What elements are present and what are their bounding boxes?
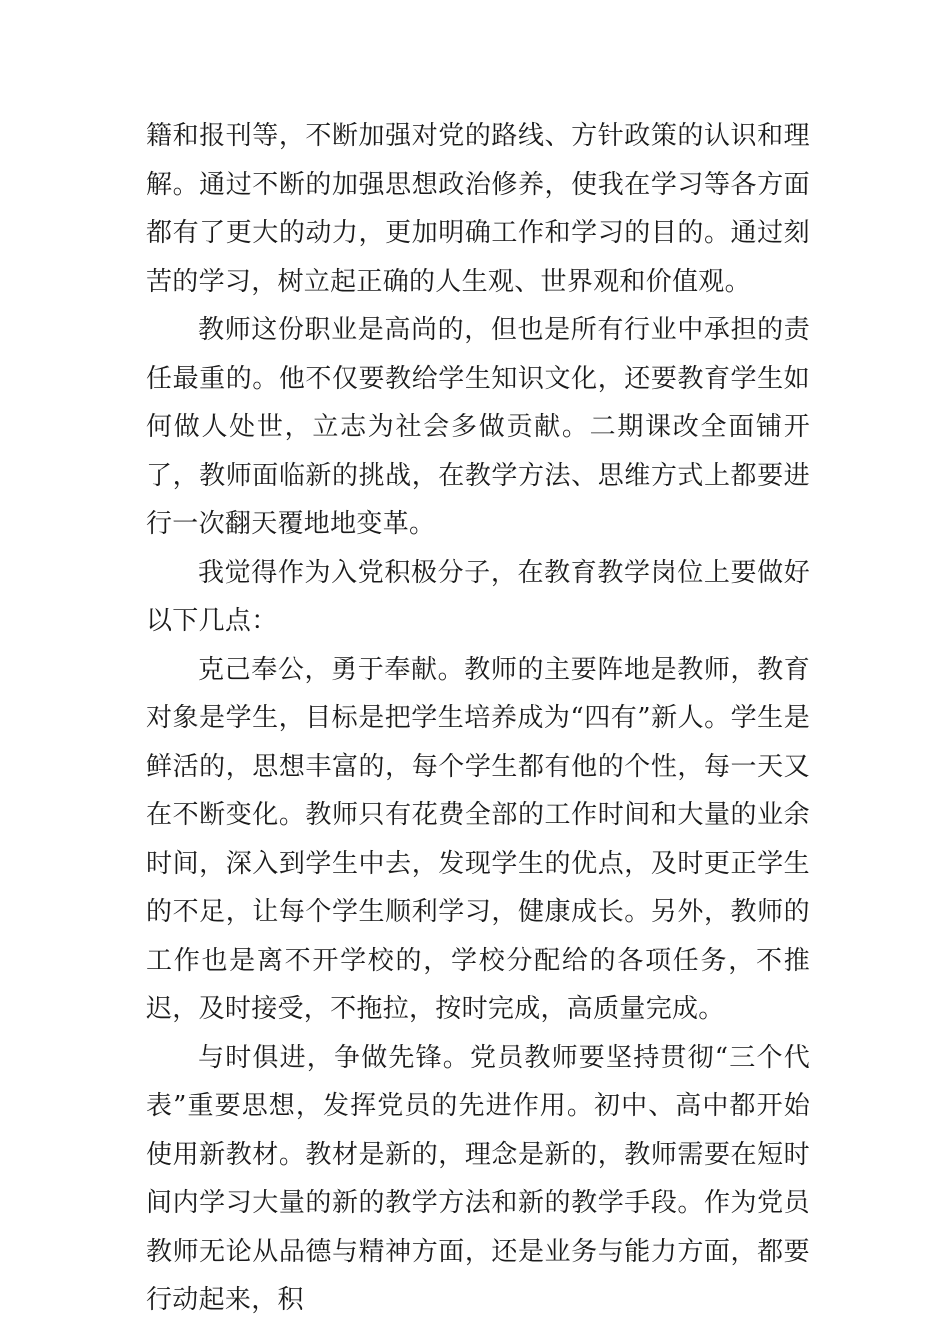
paragraph-dedication: 克己奉公，勇于奉献。教师的主要阵地是教师，教育对象是学生，目标是把学生培养成为“四有”新人。学生是鲜活的，思想丰富的，每个学生都有他的个性，每一天又在不断变化。教师只有花费全部的工作时间和大量的业余时间，深入到学生中去，发现学生的优点，及时更正学生的不足，让每个学生顺利学习，健康成长。另外，教师的工作也是离不开学校的，学校分配给的各项任务，不推迟，及时接受，不拖拉，按时完成，高质量完成。 [146,654,810,1024]
paragraph-continued: 籍和报刊等，不断加强对党的路线、方针政策的认识和理解。通过不断的加强思想政治修养，使我在学习等各方面都有了更大的动力，更加明确工作和学习的目的。通过刻苦的学习，树立起正确的人生观、世界观和价值观。 [146,121,810,297]
paragraph-activist-points: 我觉得作为入党积极分子，在教育教学岗位上要做好以下几点： [146,557,810,636]
paragraph-keep-pace: 与时俱进，争做先锋。党员教师要坚持贯彻“三个代表”重要思想，发挥党员的先进作用。初中、高中都开始使用新教材。教材是新的，理念是新的，教师需要在短时间内学习大量的新的教学方法和新的教学手段。作为党员教师无论从品德与精神方面，还是业务与能力方面，都要行动起来，积 [146,1042,810,1315]
paragraph-teacher-profession: 教师这份职业是高尚的，但也是所有行业中承担的责任最重的。他不仅要教给学生知识文化，还要教育学生如何做人处世，立志为社会多做贡献。二期课改全面铺开了，教师面临新的挑战，在教学方法、思维方式上都要进行一次翻天覆地地变革。 [146,315,810,539]
document-body [146,112,810,1325]
